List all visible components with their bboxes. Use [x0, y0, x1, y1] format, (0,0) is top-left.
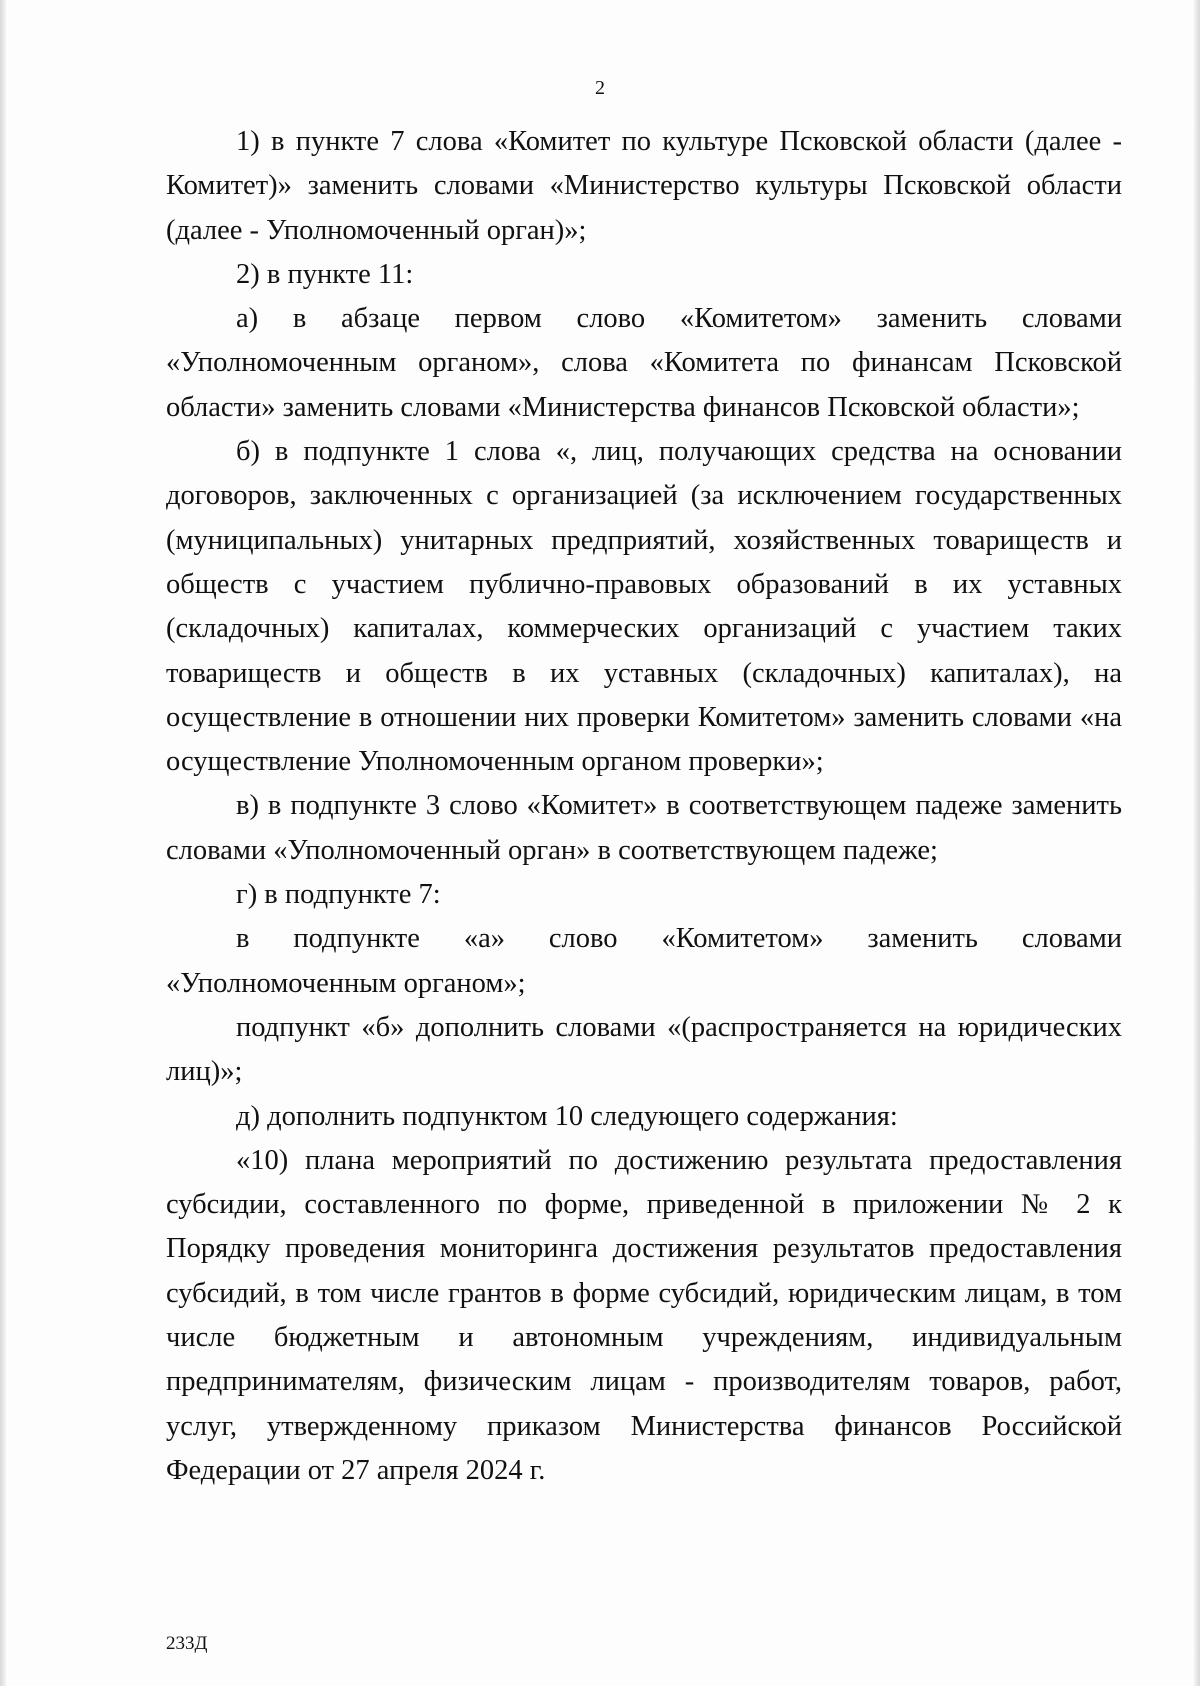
paragraph-subitem-v: в) в подпункте 3 слово «Комитет» в соответствующем падеже заменить словами «Уполномоченный орган» в соответствующем падеже; — [166, 790, 1122, 866]
paragraph-item-2: 2) в пункте 11: — [236, 258, 414, 290]
page-number: 2 — [595, 77, 605, 99]
paragraph-subitem-g-b: подпункт «б» дополнить словами «(распространяется на юридических лиц)»; — [166, 1011, 1122, 1088]
paragraph-subitem-a: а) в абзаце первом слово «Комитетом» заменить словами «Уполномоченным органом», слова «Комитета по финансам Псковской области» заменить словами «Министерства финансов Псковской области»; — [166, 303, 1122, 423]
paragraph-item-1: 1) в пункте 7 слова «Комитет по культуре Псковской области (далее - Комитет)» заменить словами «Министерство культуры Псковской области (далее - Уполномоченный орган)»; — [166, 126, 1122, 246]
scan-edge-left — [0, 0, 6, 1686]
document-body — [166, 120, 1122, 1493]
paragraph-subitem-g: г) в подпункте 7: — [236, 879, 441, 911]
scan-edge-right — [1194, 0, 1200, 1686]
paragraph-quoted-item-10: «10) плана мероприятий по достижению результата предоставления субсидии, составленного по форме, приведенной в приложении № 2 к Порядку проведения мониторинга достижения результатов предоставления субсидий, в том числе грантов в форме субсидий, юридическим лицам, в том числе бюджетным и автономным учреждениям, индивидуальным предпринимателям, физическим лицам - производителям товаров, работ, услуг, утвержденному приказом Министерства финансов Российской Федерации от 27 апреля 2024 г. — [166, 1144, 1122, 1486]
paragraph-subitem-d: д) дополнить подпунктом 10 следующего содержания: — [236, 1100, 898, 1132]
paragraph-subitem-b: б) в подпункте 1 слова «, лиц, получающих средства на основании договоров, заключенных с организацией (за исключением государственных (муниципальных) унитарных предприятий, хозяйственных товариществ и обществ с участием публично-правовых образований в их уставных (складочных) капиталах, коммерческих организаций с участием таких товариществ и обществ в их уставных (складочных) капиталах), на осуществление в отношении них проверки Комитетом» заменить словами «на осуществление Уполномоченным органом проверки»; — [166, 436, 1122, 778]
document-code: 233Д — [166, 1633, 208, 1654]
paragraph-subitem-g-a: в подпункте «а» слово «Комитетом» заменить словами «Уполномоченным органом»; — [166, 923, 1122, 999]
